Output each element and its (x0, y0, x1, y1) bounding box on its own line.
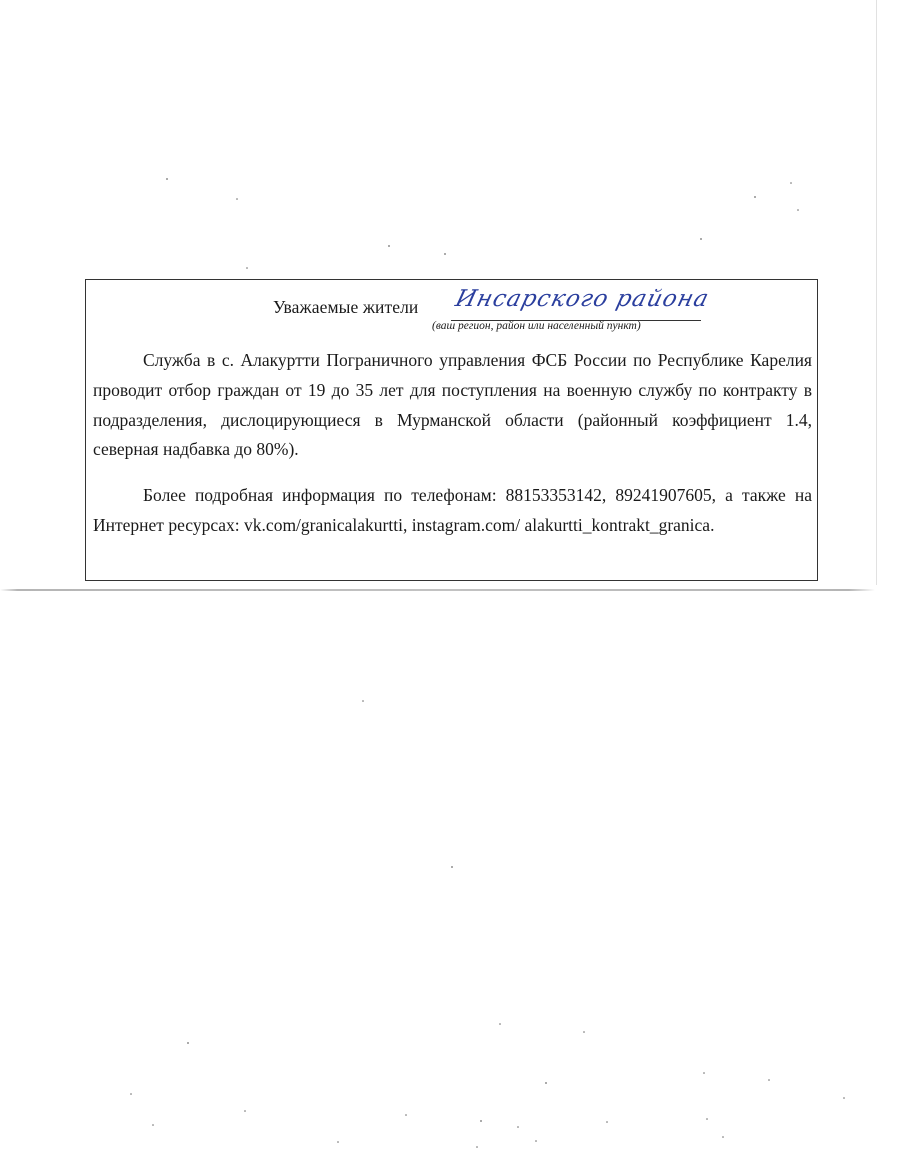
scan-speck (236, 198, 238, 200)
scan-speck (606, 1121, 608, 1123)
greeting-label: Уважаемые жители (273, 297, 419, 317)
scan-speck (388, 245, 390, 247)
scan-speck (499, 1023, 501, 1025)
scan-speck (405, 1114, 407, 1116)
scan-speck (130, 1093, 132, 1095)
scan-speck (722, 1136, 724, 1138)
scan-speck (244, 1110, 246, 1112)
scan-speck (700, 238, 702, 240)
scan-speck (797, 209, 799, 211)
scan-speck (790, 182, 792, 184)
paragraph-text: Служба в с. Алакуртти Пограничного управления ФСБ России по Республике Карелия проводит отбор граждан от 19 до 35 лет для поступления на военную службу по контракту в подразделения, дислоцирующиеся в Мурманской области (районный коэффициент 1.4, северная надбавка до 80%). (93, 350, 812, 460)
scan-speck (476, 1146, 478, 1148)
scan-speck (337, 1141, 339, 1143)
scan-speck (480, 1120, 482, 1122)
scan-speck (768, 1079, 770, 1081)
scan-speck (583, 1031, 585, 1033)
scan-speck (187, 1042, 189, 1044)
scan-speck (517, 1126, 519, 1128)
scan-speck (703, 1072, 705, 1074)
scan-speck (706, 1118, 708, 1120)
scan-edge-line (876, 0, 877, 585)
scan-speck (545, 1082, 547, 1084)
paragraph-recruitment (93, 346, 812, 465)
handwritten-region-name: Инсарского района (452, 286, 712, 312)
scan-speck (362, 700, 364, 702)
fill-in-hint: (ваш регион, район или населенный пункт) (432, 320, 641, 332)
scan-speck (754, 196, 756, 198)
scan-cut-line (0, 589, 875, 591)
scan-speck (535, 1140, 537, 1142)
scan-speck (444, 253, 446, 255)
scan-speck (166, 178, 168, 180)
scan-speck (246, 267, 248, 269)
scan-speck (843, 1097, 845, 1099)
scan-speck (451, 866, 453, 868)
scan-speck (152, 1124, 154, 1126)
paragraph-contacts (93, 481, 812, 541)
paragraph-text: Более подробная информация по телефонам: 88153353142, 89241907605, а также на Интернет ресурсах: vk.com/granicalakurtti, instagram.com/ alakurtti_kontrakt_granica. (93, 485, 812, 535)
